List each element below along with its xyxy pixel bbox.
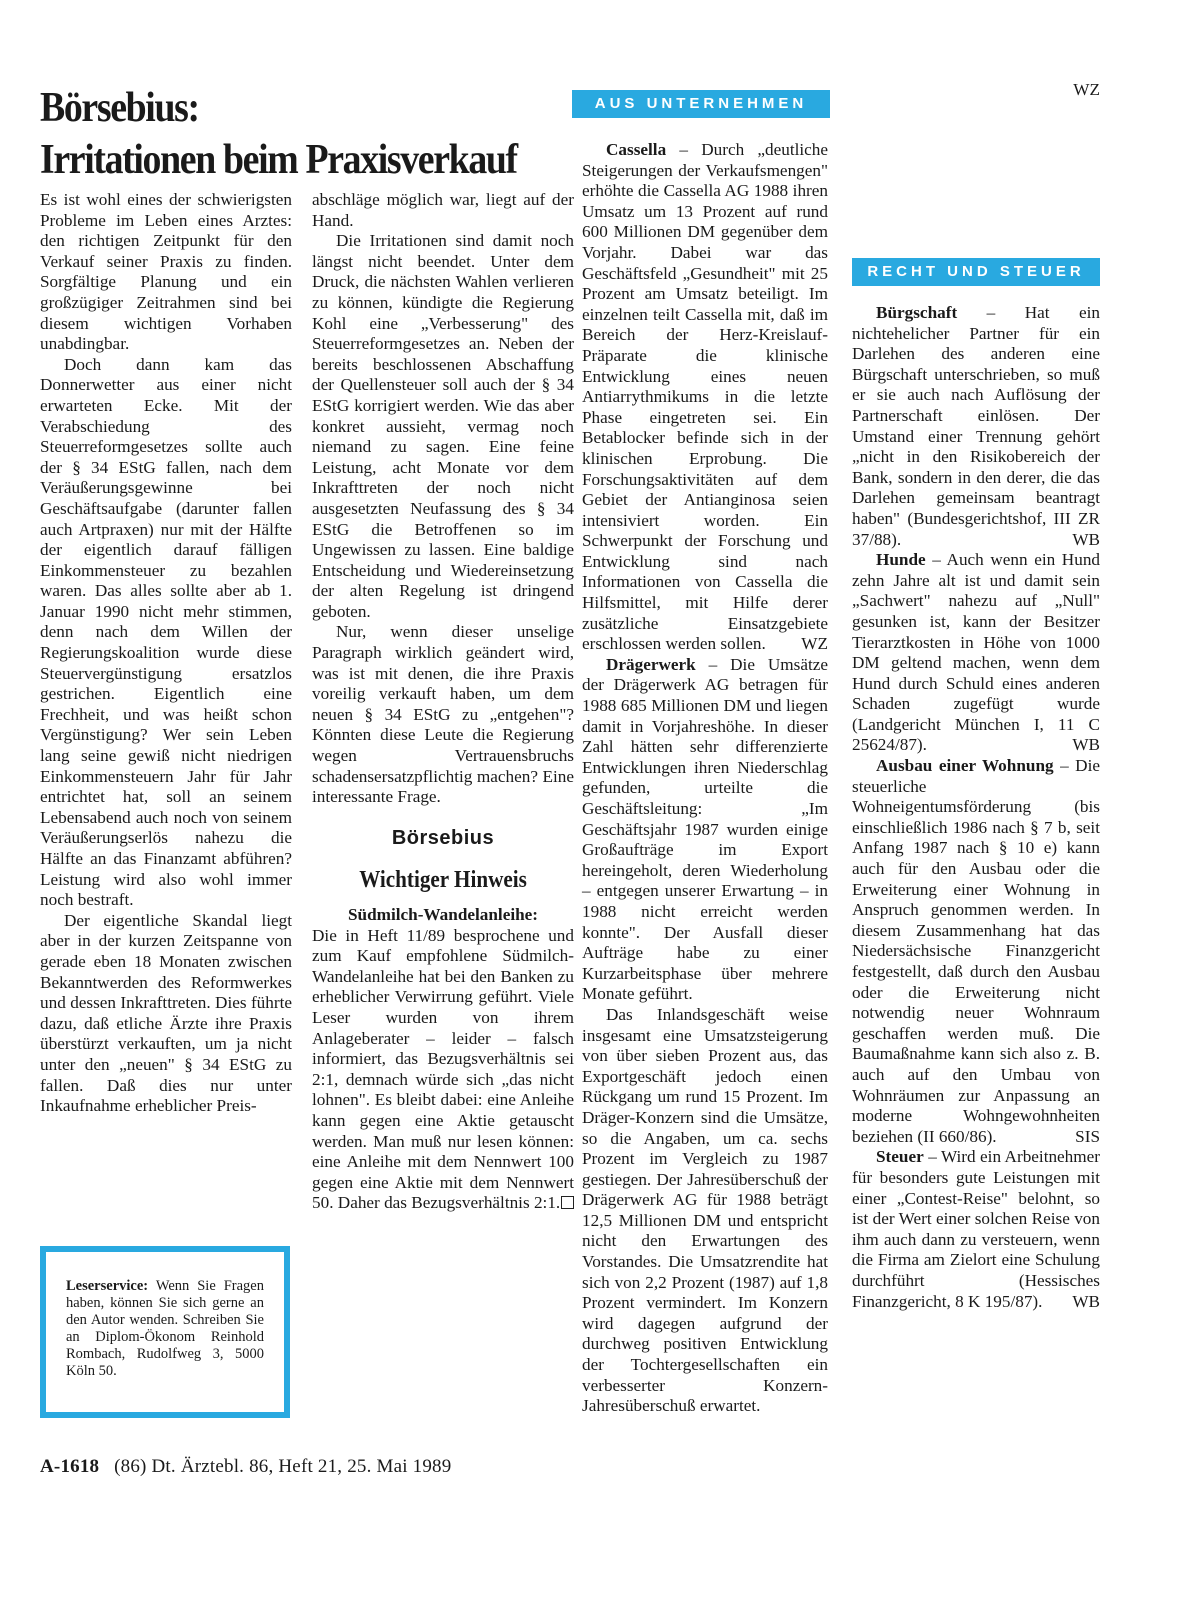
hinweis-title: Wichtiger Hinweis [359, 867, 527, 894]
news-item-cassella [582, 140, 828, 655]
news-author: WZ [1073, 80, 1100, 99]
recht-keyword: Ausbau einer Wohnung [876, 756, 1054, 776]
recht-author: WB [1072, 735, 1100, 755]
news-keyword: Cassella [606, 140, 667, 159]
news-text: – Die Umsätze der Drägerwerk AG betragen für 1988 685 Millionen DM und liegen damit in Vorjahreshöhe. In dieser Zahl hätten sehr differenzierte Entwicklungen ihren Niederschlag gefunden, urteilte die Geschäftsleitung: „Im Geschäftsjahr 1987 wurden einige Großaufträge im Export hereingeholt, deren Wiederholung – entgegen unserer Erwartung – in 1988 nicht erreicht werden konnte". Der Ausfall dieser Aufträge habe zu einer Kurzarbeitsphase über mehrere Monate geführt. [582, 654, 829, 1004]
recht-text: – Wird ein Arbeitnehmer für besonders gute Leistungen mit einer „Contest-Reise" belohnt, so ist der Wert einer solchen Reise von ihm auch dann zu versteuern, wenn die Firma am Zielort eine Schulung durchführt (Hessisches Finanzgericht, 8 K 195/87). [852, 1147, 1101, 1311]
headline-line-1: Börsebius: [40, 85, 199, 131]
unternehmen-column [582, 140, 828, 1417]
end-square-icon [561, 1193, 574, 1214]
recht-item-buergschaft [852, 303, 1100, 550]
leserservice-label: Leserservice: [66, 1278, 149, 1294]
recht-keyword: Hunde [876, 550, 926, 570]
hinweis-keyword: Südmilch-Wandelanleihe: [347, 905, 539, 924]
recht-item-steuer [852, 1147, 1100, 1312]
article-column-2 [312, 190, 574, 1214]
recht-keyword: Steuer [876, 1147, 924, 1167]
article-paragraph: abschläge möglich war, liegt auf der Hand. [312, 190, 574, 230]
article-paragraph: Nur, wenn dieser unselige Paragraph wirklich geändert wird, was ist mit denen, die ihre Praxis voreilig verkauft haben, um dem neuen § 34 EStG zu „entgehen"? Könnten diese Leute die Regierung wegen Vertrauensbruchs schadensersatzpflichtig machen? Eine interessante Frage. [312, 622, 574, 807]
news-author-line [852, 80, 1100, 101]
news-keyword: Drägerwerk [606, 654, 696, 674]
journal-reference: (86) Dt. Ärztebl. 86, Heft 21, 25. Mai 1989 [114, 1456, 452, 1477]
unternehmen-continuation [852, 80, 1100, 101]
article-column-1 [40, 190, 292, 1117]
recht-text: – Hat ein nichtehelicher Partner für ein Darlehen des anderen eine Bürgschaft unterschrieben, so muß er sie auch nach Auflösung der Partnerschaft einlösen. Der Umstand einer Trennung gehört „nicht in den Risikobereich der Bank, sondern in den derer, die das Darlehen gemeinsam beantragt haben" (Bundesgerichtshof, III ZR 37/88). [852, 303, 1100, 549]
section-bar-recht: RECHT UND STEUER [852, 258, 1100, 286]
recht-text: – Die steuerliche Wohneigentumsförderung (bis einschließlich 1986 nach § 7 b, seit Anfang 1987 nach § 10 e) kann auch für den Ausbau oder die Erweiterung einer Wohnung in Anspruch genommen werden. In diesem Zusammenhang hat das Niedersächsische Finanzgericht festgestellt, daß durch den Ausbau oder die Erweiterung nicht notwendig neuer Wohnraum geschaffen werden muß. Die Baumaßnahme kann sich also z. B. auch auf den Umbau von Wohnräumen zur Anpassung an moderne Wohngewohnheiten beziehen (II 660/86). [852, 756, 1100, 1146]
recht-author: WB [1072, 529, 1100, 549]
article-paragraph: Der eigentliche Skandal liegt aber in der kurzen Zeitspanne von gerade eben 18 Monaten zwischen Bekanntwerden des Reformwerkes und dessen Inkrafttreten. Dies führte dazu, daß etliche Ärzte ihre Praxis überstürzt verkauften, um ja nicht unter den „neuen" § 34 EStG zu fallen. Daß dies nur unter Inkaufnahme erheblicher Preis- [40, 910, 292, 1116]
recht-author: SIS [1075, 1126, 1100, 1146]
recht-author: WB [1072, 1291, 1100, 1311]
news-text: – Durch „deutliche Steigerungen der Verkaufsmengen" erhöhte die Cassella AG 1988 ihren Umsatz um 13 Prozent auf rund 600 Millionen DM gegenüber dem Vorjahr. Dabei war das Geschäftsfeld „Gesundheit" mit 25 Prozent am Umsatz beteiligt. Im einzelnen teilt Cassella mit, daß im Bereich der Herz-Kreislauf-Präparate die klinische Entwicklung eines neuen Antiarrythmikums in die letzte Phase eingetreten sei. Ein Betablocker befinde sich in der klinischen Erprobung. Die Forschungsaktivitäten auf dem Gebiet der Antianginosa seien intensiviert worden. Ein Schwerpunkt der Forschung und Entwicklung sind nach Informationen von Cassella die Hilfsmittel, mit Hilfe derer zusätzliche Einsatzgebiete erschlossen werden sollen. [582, 140, 829, 654]
leserservice-text: Wenn Sie Fragen haben, können Sie sich gerne an den Autor wenden. Schreiben Sie an Diplom-Ökonom Reinhold Rombach, Rudolfweg 3, 5000 Köln 50. [66, 1278, 264, 1379]
article-paragraph: Doch dann kam das Donnerwetter aus einer nicht erwarteten Ecke. Mit der Verabschiedung des Steuerreformgesetzes sollte auch der § 34 EStG fallen, nach dem Veräußerungsgewinne bei Geschäftsaufgabe (darunter fallen auch Artpraxen) nur mit der Hälfte der eigentlich darauf fälligen Einkommensteuer zu bezahlen waren. Das alles sollte aber ab 1. Januar 1990 nicht mehr stimmen, denn nach dem Willen der Regierungskoalition wurde diese Steuervergünstigung ersatzlos gestrichen. Eigentlich eine Frechheit, und was heißt schon Vergünstigung? Wer sein Leben lang seine gewiß nicht niedrigen Einkommensteuern Jahr für Jahr entrichtet hat, soll an seinem Lebensabend auch noch von seinem Veräußerungserlös nahezu die Hälfte an das Finanzamt abführen? Leistung wird also wohl immer noch bestraft. [40, 354, 292, 910]
news-item-draegerwerk-cont: Das Inlandsgeschäft weise insgesamt eine Umsatzsteigerung von über sieben Prozent aus, das Exportgeschäft jedoch einen Rückgang um rund 15 Prozent. Im Dräger-Konzern sind die Umsätze, so die Angaben, um ca. sechs Prozent im Vergleich zu 1987 gestiegen. Der Jahresüberschuß der Drägerwerk AG für 1988 beträgt 12,5 Millionen DM und entspricht nicht den Erwartungen des Vorstandes. Die Umsatzrendite hat sich von 2,2 Prozent (1987) auf 1,8 Prozent vermindert. Im Konzern wird dagegen aufgrund der durchweg positiven Entwicklung der Tochtergesellschaften ein verbesserter Konzern-Jahresüberschuß erwartet. [582, 1004, 828, 1416]
news-author: WZ [801, 634, 828, 654]
leserservice-box [40, 1246, 290, 1418]
recht-text: – Auch wenn ein Hund zehn Jahre alt ist und damit sein „Sachwert" nahezu auf „Null" gesunken ist, kann der Besitzer Tierarztkosten in Höhe von 1000 DM geltend machen, wenn dem Hund durch Schuld eines anderen Schaden zugefügt wurde (Landgericht München I, 11 C 25624/87). [852, 550, 1101, 755]
article-paragraph: Die Irritationen sind damit noch längst nicht beendet. Unter dem Druck, die nächsten Wahlen verlieren zu können, kündigte die Regierung Kohl eine „Verbesserung" des Steuerreformgesetzes an. Neben der bereits beschlossenen Abschaffung der Quellensteuer soll auch der § 34 EStG korrigiert werden. Wie das aber konkret aussieht, vermag noch niemand zu sagen. Eine feine Leistung, acht Monate vor dem Inkrafttreten der noch nicht ausgesetzten Neufassung des § 34 EStG die Betroffenen so im Ungewissen zu lassen. Eine baldige Entscheidung und Wiedereinsetzung der alten Regelung ist dringend geboten. [312, 231, 574, 621]
recht-keyword: Bürgschaft [876, 303, 958, 322]
headline-line-2: Irritationen beim Praxisverkauf [40, 137, 517, 183]
recht-item-wohnung [852, 756, 1100, 1147]
page-number: A-1618 [40, 1456, 100, 1477]
article-headline [40, 82, 531, 186]
news-item-draegerwerk [582, 655, 828, 1005]
hinweis-paragraph [312, 905, 574, 1214]
section-bar-unternehmen: AUS UNTERNEHMEN [572, 90, 830, 118]
author-signature: Börsebius [391, 826, 495, 849]
article-paragraph: Es ist wohl eines der schwierigsten Probleme im Leben eines Arztes: den richtigen Zeitpunkt für den Verkauf seiner Praxis zu finden. Sorgfältige Planung und ein großzügiger Zeitrahmen sind bei diesem wichtigen Vorhaben unabdingbar. [40, 190, 292, 354]
recht-column [852, 303, 1100, 1312]
recht-item-hunde [852, 550, 1100, 756]
hinweis-text: Die in Heft 11/89 besprochene und zum Kauf empfohlene Südmilch-Wandelanleihe hat bei den Banken zu erheblicher Verwirrung geführt. Viele Leser wurden von ihrem Anlageberater – leider – falsch informiert, das Bezugsverhältnis sei 2:1, demnach würde sich „das nicht lohnen". Es bleibt dabei: eine Anleihe kann gegen eine Aktie getauscht werden. Man muß nur lesen können: eine Anleihe mit dem Nennwert 100 gegen eine Aktie mit dem Nennwert 50. Daher das Bezugsverhältnis 2:1. [312, 925, 574, 1213]
page-footer [40, 1456, 451, 1478]
